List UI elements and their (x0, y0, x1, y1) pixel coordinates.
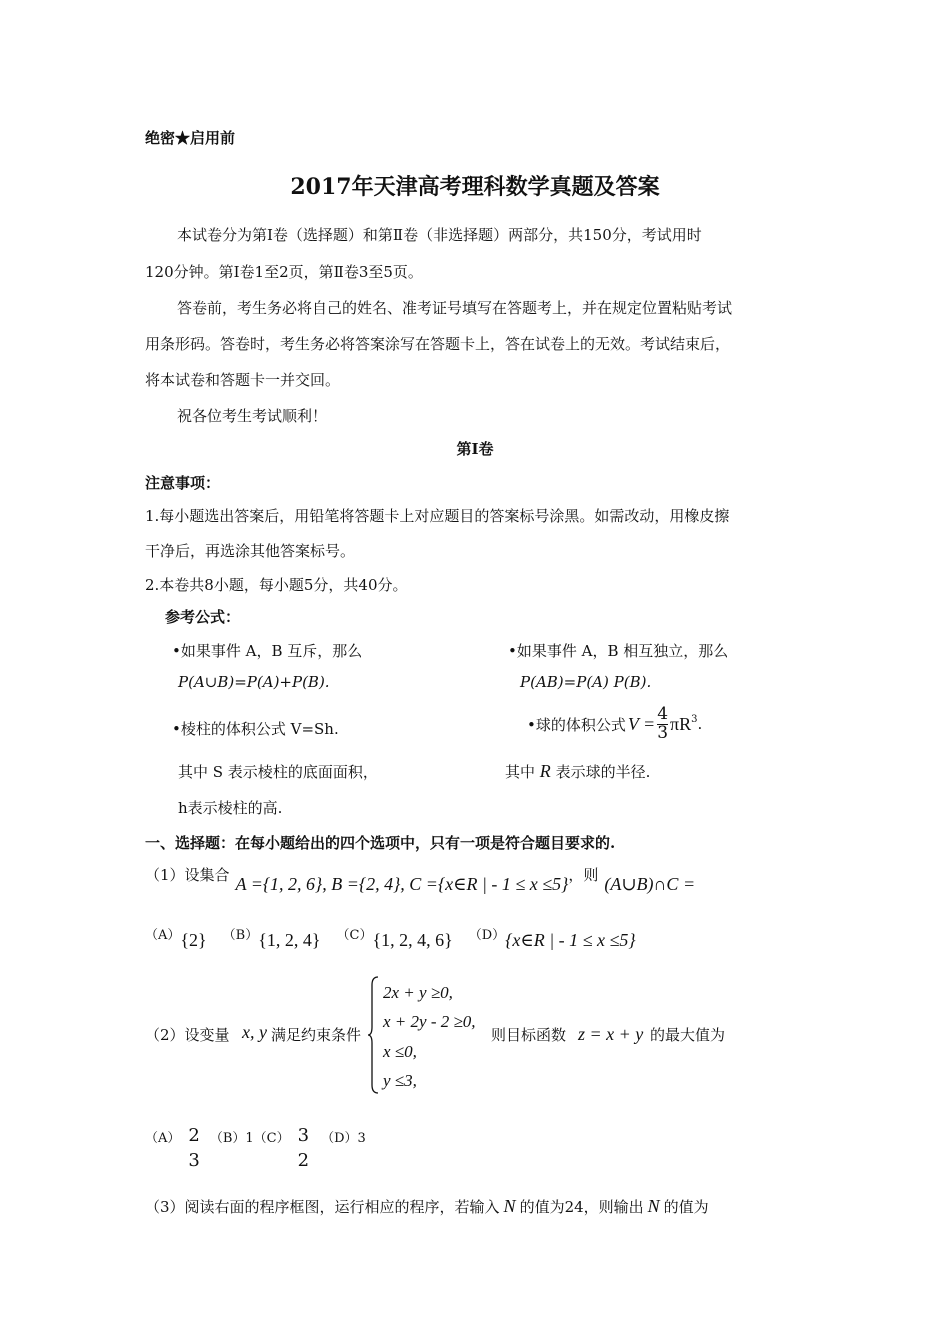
secret-label: 绝密★启用前 (145, 129, 236, 147)
q2-option-d: （D）3 (321, 1131, 366, 1146)
q2-option-c-numerator: 3 (297, 1125, 310, 1146)
q2-option-c-denominator: 2 (297, 1150, 310, 1172)
q3-tail: 的值为 (663, 1198, 709, 1216)
intro-paragraph-2-line-3: 将本试卷和答题卡一并交回。 (145, 371, 341, 389)
sphere-note (505, 761, 650, 782)
q1-option-a-label: （A） (145, 928, 181, 943)
q3-var2: N (647, 1196, 660, 1216)
intro-paragraph-2-line-2: 用条形码。答卷时，考生务必将答案涂写在答题卡上，答在试卷上的无效。考试结束后， (145, 335, 731, 353)
q2-options (145, 1123, 366, 1173)
q3-mid: 的值为24，则输出 (519, 1198, 644, 1216)
q2-tail: 的最大值为 (650, 1026, 726, 1044)
formula-mutually-exclusive-text: •如果事件 A，B 互斥，那么 (172, 642, 363, 660)
q1-sets: A ={1, 2, 6}, B ={2, 4}, C ={x∈R | - 1 ≤ x ≤5} (235, 874, 569, 894)
q2-option-b: （B）1 (209, 1131, 254, 1146)
prism-note-2: h表示棱柱的高. (178, 799, 283, 817)
q2-vars: x, y (242, 1022, 267, 1042)
formula-mutually-exclusive: P(A∪B)=P(A)+P(B). (178, 673, 330, 691)
formula-prism-volume: •棱柱的体积公式 V=Sh. (172, 720, 339, 738)
q2-objective: z = x + y (578, 1024, 644, 1044)
q2-option-c-fraction (298, 1123, 309, 1173)
q2-constraint-2: x + 2y - 2 ≥0, (383, 1012, 476, 1031)
q1-target: (A∪B)∩C = (604, 874, 696, 894)
note-1-line-1: 1.每小题选出答案后，用铅笔将答题卡上对应题目的答案标号涂黑。如需改动，用橡皮擦 (145, 507, 730, 525)
q2-option-a-fraction (188, 1123, 199, 1173)
note-1-line-2: 干净后，再选涂其他答案标号。 (145, 542, 356, 560)
question-1 (145, 864, 696, 894)
intro-paragraph-1-line-2: 120分钟。第Ⅰ卷1至2页，第Ⅱ卷3至5页。 (145, 263, 423, 281)
formula-sphere-text: •球的体积公式 (527, 715, 626, 734)
q1-option-c-label: （C） (336, 928, 373, 943)
formula-sphere-numerator: 4 (657, 704, 669, 724)
formula-sphere-exponent: 3 (691, 714, 698, 725)
q2-option-c-label: （C） (253, 1131, 290, 1146)
q2-mid: 满足约束条件 (271, 1026, 362, 1044)
q1-prefix: （1）设集合 (145, 866, 230, 884)
q1-option-d-label: （D） (468, 928, 506, 943)
intro-paragraph-2-line-1: 答卷前，考生务必将自己的姓名、准考证号填写在答题考上，并在规定位置粘贴考试 (177, 299, 733, 317)
part1-heading: 一、选择题：在每小题给出的四个选项中，只有一项是符合题目要求的. (145, 834, 616, 852)
q1-option-c: {1, 2, 4, 6} (372, 930, 453, 950)
q1-then: ，则 (568, 866, 599, 884)
q2-constraint-3: x ≤0, (383, 1042, 417, 1061)
q2-constraint-1: 2x + y ≥0, (383, 983, 453, 1002)
note-2: 2.本卷共8小题，每小题5分，共40分。 (145, 576, 408, 594)
formulas-title: 参考公式： (165, 608, 241, 626)
q1-option-d: {x∈R | - 1 ≤ x ≤5} (505, 930, 636, 950)
sphere-note-variable: R (539, 761, 551, 781)
q3-prefix: （3）阅读右面的程序框图，运行相应的程序，若输入 (145, 1198, 500, 1216)
q3-var1: N (503, 1196, 516, 1216)
intro-paragraph-3: 祝各位考生考试顺利！ (177, 407, 328, 425)
formula-sphere-fraction (657, 706, 668, 743)
q2-prefix: （2）设变量 (145, 1026, 230, 1044)
q1-option-b: {1, 2, 4} (258, 930, 321, 950)
formula-independent: P(AB)=P(A) P(B). (520, 673, 652, 691)
q1-option-b-label: （B） (222, 928, 259, 943)
q2-option-a-label: （A） (145, 1131, 181, 1146)
question-3 (145, 1196, 709, 1217)
prism-note-1: 其中 S 表示棱柱的底面面积， (178, 763, 378, 781)
intro-paragraph-1-line-1: 本试卷分为第Ⅰ卷（选择题）和第Ⅱ卷（非选择题）两部分，共150分，考试用时 (177, 226, 702, 244)
sphere-note-suffix: 表示球的半径. (555, 763, 651, 781)
page-title: 2017年天津高考理科数学真题及答案 (290, 174, 660, 200)
formula-independent-text: •如果事件 A，B 相互独立，那么 (508, 642, 729, 660)
notes-title: 注意事项： (145, 474, 221, 492)
sphere-note-prefix: 其中 (505, 763, 536, 781)
formula-sphere-denominator: 3 (657, 722, 669, 743)
q1-option-a: {2} (180, 930, 207, 950)
left-brace-icon (368, 975, 380, 1095)
section-heading: 第Ⅰ卷 (456, 440, 494, 458)
q2-option-a-denominator: 3 (188, 1150, 200, 1172)
q2-option-a-numerator: 2 (188, 1125, 200, 1146)
formula-sphere-volume (527, 706, 702, 743)
formula-sphere-lhs: V = (627, 713, 656, 734)
q1-options (145, 924, 636, 951)
formula-sphere-end: . (697, 715, 703, 734)
q2-brace (368, 975, 378, 1095)
formula-sphere-rhs: πR (670, 713, 692, 734)
q2-after: 则目标函数 (491, 1026, 567, 1044)
q2-constraint-4: y ≤3, (383, 1071, 417, 1090)
